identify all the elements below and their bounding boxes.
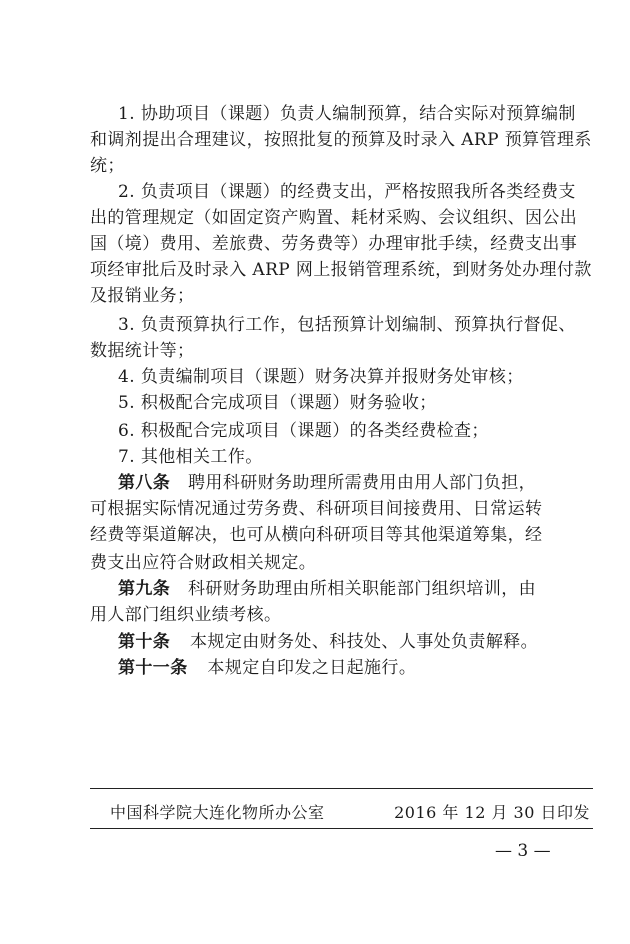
list-item-2: 2. 负责项目（课题）的经费支出，严格按照我所各类经费支 <box>118 182 576 202</box>
list-item-4: 4. 负责编制项目（课题）财务决算并报财务处审核； <box>118 367 524 387</box>
issuing-office: 中国科学院大连化物所办公室 <box>110 803 325 822</box>
text-line: 及报销业务； <box>90 286 195 306</box>
issue-date: 2016 年 12 月 30 日印发 <box>394 803 590 822</box>
article-eleven-heading: 第十一条 <box>118 658 188 678</box>
text-line: 用人部门组织业绩考核。 <box>90 605 282 625</box>
article-ten-heading: 第十条 <box>118 632 171 652</box>
text-line: 可根据实际情况通过劳务费、科研项目间接费用、日常运转 <box>90 499 543 519</box>
text-line: 和调剂提出合理建议，按照批复的预算及时录入 ARP 预算管理系 <box>90 130 592 150</box>
text-line: 经费等渠道解决，也可从横向科研项目等其他渠道筹集，经 <box>90 525 543 545</box>
text-line: 统； <box>90 156 125 176</box>
list-item-7: 7. 其他相关工作。 <box>118 447 263 467</box>
article-ten <box>118 628 596 656</box>
article-eleven-text: 本规定自印发之日起施行。 <box>207 658 417 678</box>
article-eight <box>118 469 596 497</box>
footer-top-rule <box>90 788 593 789</box>
text-line: 出的管理规定（如固定资产购置、耗材采购、会议组织、因公出 <box>90 208 578 228</box>
list-item-5: 5. 积极配合完成项目（课题）财务验收； <box>118 393 437 413</box>
article-eleven <box>118 654 596 682</box>
text-line: 国（境）费用、差旅费、劳务费等）办理审批手续，经费支出事 <box>90 234 578 254</box>
text-line: 项经审批后及时录入 ARP 网上报销管理系统，到财务处办理付款 <box>90 260 592 280</box>
text-line: 费支出应符合财政相关规定。 <box>90 553 317 573</box>
article-eight-text: 聘用科研财务助理所需费用由用人部门负担， <box>188 473 537 493</box>
text-line: 数据统计等； <box>90 341 195 361</box>
list-item-6: 6. 积极配合完成项目（课题）的各类经费检查； <box>118 421 489 441</box>
article-nine <box>118 575 596 603</box>
article-nine-heading: 第九条 <box>118 579 171 599</box>
list-item-1: 1. 协助项目（课题）负责人编制预算，结合实际对预算编制 <box>118 104 576 124</box>
page-number: — 3 — <box>495 841 551 861</box>
article-nine-text: 科研财务助理由所相关职能部门组织培训，由 <box>188 579 537 599</box>
list-item-3: 3. 负责预算执行工作，包括预算计划编制、预算执行督促、 <box>118 315 576 335</box>
article-ten-text: 本规定由财务处、科技处、人事处负责解释。 <box>190 632 539 652</box>
footer-bottom-rule <box>90 828 593 829</box>
article-eight-heading: 第八条 <box>118 473 171 493</box>
